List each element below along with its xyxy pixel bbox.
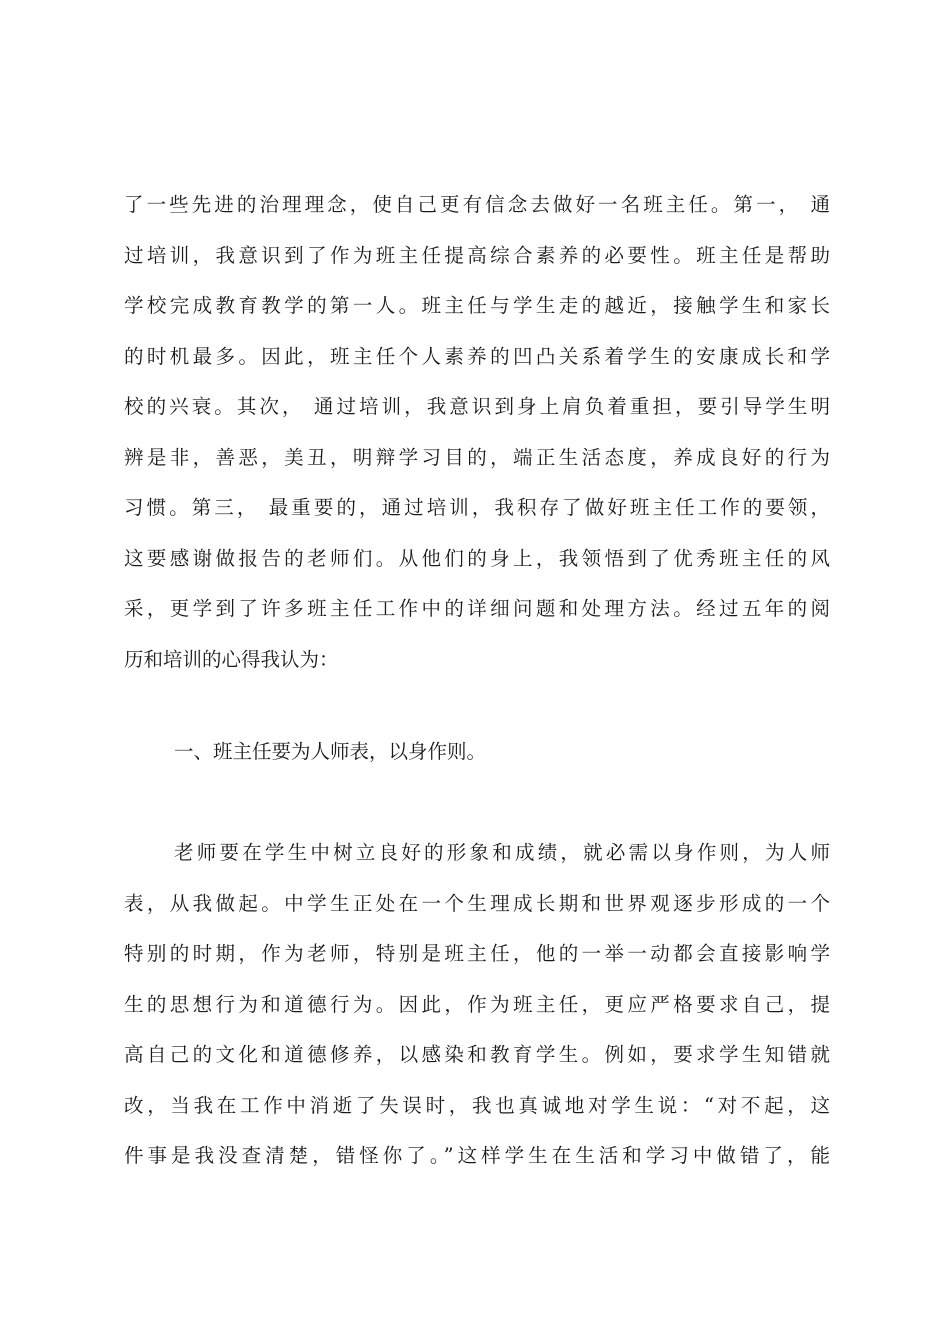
text-line: 过培训，我意识到了作为班主任提高综合素养的必要性。班主任是帮助 <box>124 243 830 267</box>
paragraph-1 <box>124 180 830 685</box>
section-heading-text: 一、班主任要为人师表，以身作则。 <box>174 740 487 763</box>
text-line: 习惯。第三， 最重要的，通过培训，我积存了做好班主任工作的要领， <box>124 496 830 519</box>
text-line: 件事是我没查清楚，错怪你了。”这样学生在生活和学习中做错了，能 <box>124 1144 830 1167</box>
text-line: 采，更学到了许多班主任工作中的详细问题和处理方法。经过五年的阅 <box>124 597 830 620</box>
text-line: 了一些先进的治理理念，使自己更有信念去做好一名班主任。第一， 通 <box>124 193 830 216</box>
text-line: 辨是非，善恶，美丑，明辩学习目的，端正生活态度，养成良好的行为 <box>124 445 830 469</box>
text-line: 的时机最多。因此，班主任个人素养的凹凸关系着学生的安康成长和学 <box>124 344 830 368</box>
text-line: 学校完成教育教学的第一人。班主任与学生走的越近，接触学生和家长 <box>124 294 830 317</box>
text-line: 生的思想行为和道德行为。因此，作为班主任，更应严格要求自己，提 <box>124 992 830 1016</box>
text-line: 高自己的文化和道德修养，以感染和教育学生。例如，要求学生知错就 <box>124 1043 830 1066</box>
text-line: 改，当我在工作中消逝了失误时，我也真诚地对学生说：“对不起，这 <box>124 1093 830 1117</box>
text-line: 老师要在学生中树立良好的形象和成绩，就必需以身作则，为人师 <box>174 841 830 864</box>
text-line: 这要感谢做报告的老师们。从他们的身上，我领悟到了优秀班主任的风 <box>124 546 830 570</box>
text-line: 历和培训的心得我认为： <box>124 647 339 671</box>
text-line: 表，从我做起。中学生正处在一个生理成长期和世界观逐步形成的一个 <box>124 891 830 915</box>
text-line: 校的兴衰。其次， 通过培训，我意识到身上肩负着重担，要引导学生明 <box>124 395 830 418</box>
text-line: 特别的时期，作为老师，特别是班主任，他的一举一动都会直接影响学 <box>124 942 830 965</box>
paragraph-2 <box>124 828 830 1182</box>
section-heading <box>124 727 830 778</box>
